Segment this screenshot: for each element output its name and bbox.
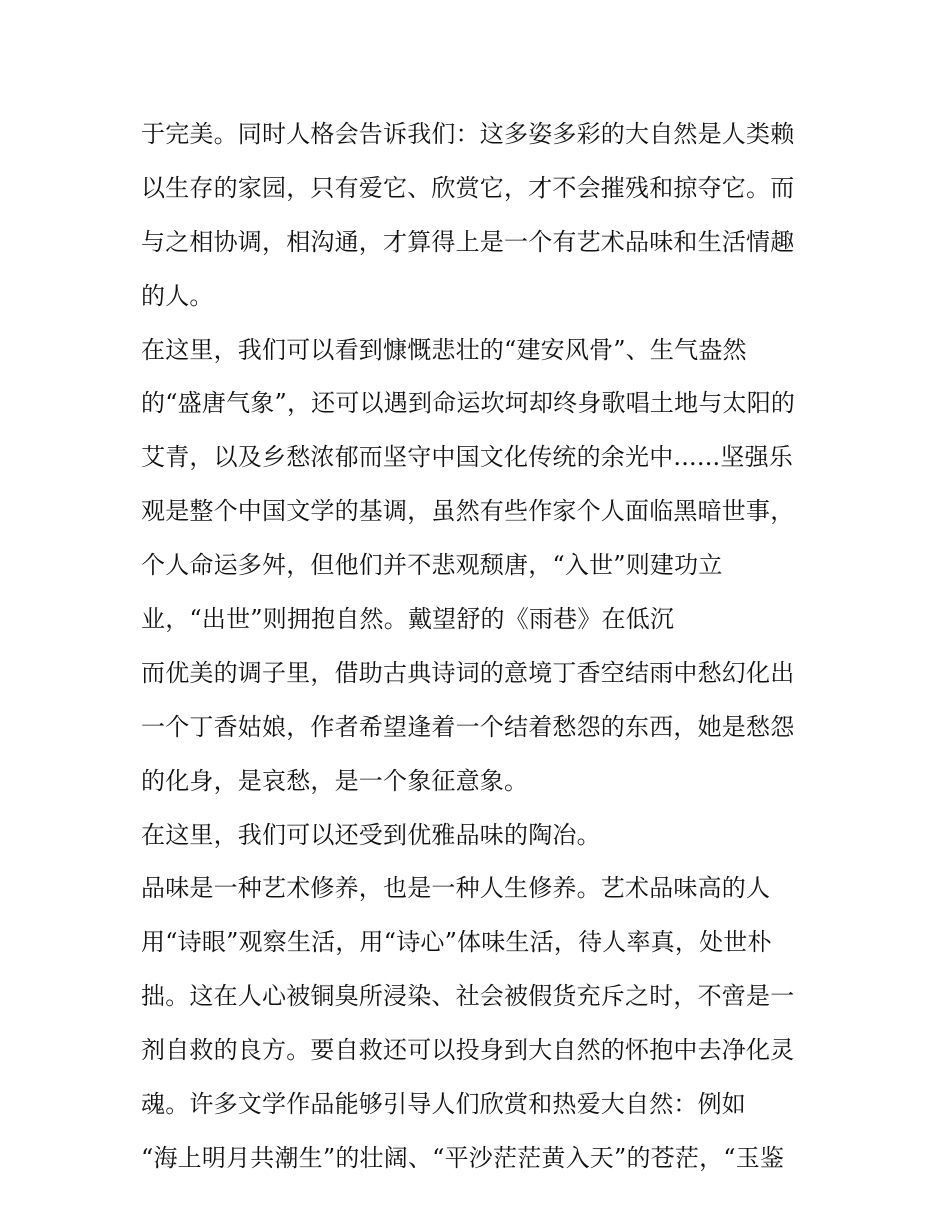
text-line: 以生存的家园，只有爱它、欣赏它，才不会摧残和掠夺它。而: [141, 173, 795, 202]
text-line: 在这里，我们可以看到慷慨悲壮的“建安风骨”、生气盎然: [141, 335, 747, 364]
text-line: 于完美。同时人格会告诉我们：这多姿多彩的大自然是人类赖: [141, 120, 795, 148]
text-line: 剂自救的良方。要自救还可以投身到大自然的怀抱中去净化灵: [141, 1036, 795, 1065]
text-line: 而优美的调子里，借助古典诗词的意境丁香空结雨中愁幻化出: [141, 658, 795, 687]
text-line: “海上明月共潮生”的壮阔、“平沙茫茫黄入天”的苍茫，“玉鉴: [141, 1143, 785, 1172]
text-line: 拙。这在人心被铜臭所浸染、社会被假货充斥之时，不啻是一: [141, 982, 795, 1011]
body-text: [141, 108, 821, 1186]
text-line: 与之相协调，相沟通，才算得上是一个有艺术品味和生活情趣: [141, 227, 795, 256]
text-line: 的化身，是哀愁，是一个象征意象。: [141, 766, 529, 795]
text-line: 艾青，以及乡愁浓郁而坚守中国文化传统的余光中......坚强乐: [141, 443, 793, 472]
text-line: 观是整个中国文学的基调，虽然有些作家个人面临黑暗世事，: [141, 497, 795, 526]
text-line: 业，“出世”则拥抱自然。戴望舒的《雨巷》在低沉: [141, 605, 675, 634]
text-line: 魂。许多文学作品能够引导人们欣赏和热爱大自然：例如: [141, 1090, 746, 1119]
text-line: 的人。: [141, 281, 214, 310]
text-line: 用“诗眼”观察生活，用“诗心”体味生活，待人率真，处世朴: [141, 928, 772, 957]
text-line: 个人命运多舛，但他们并不悲观颓唐，“入世”则建功立: [141, 551, 723, 580]
text-line: 品味是一种艺术修养，也是一种人生修养。艺术品味高的人: [141, 874, 771, 903]
text-line: 在这里，我们可以还受到优雅品味的陶冶。: [141, 820, 601, 849]
text-line: 的“盛唐气象”，还可以遇到命运坎坷却终身歌唱土地与太阳的: [141, 389, 796, 418]
text-line: 一个丁香姑娘，作者希望逢着一个结着愁怨的东西，她是愁怨: [141, 712, 795, 741]
